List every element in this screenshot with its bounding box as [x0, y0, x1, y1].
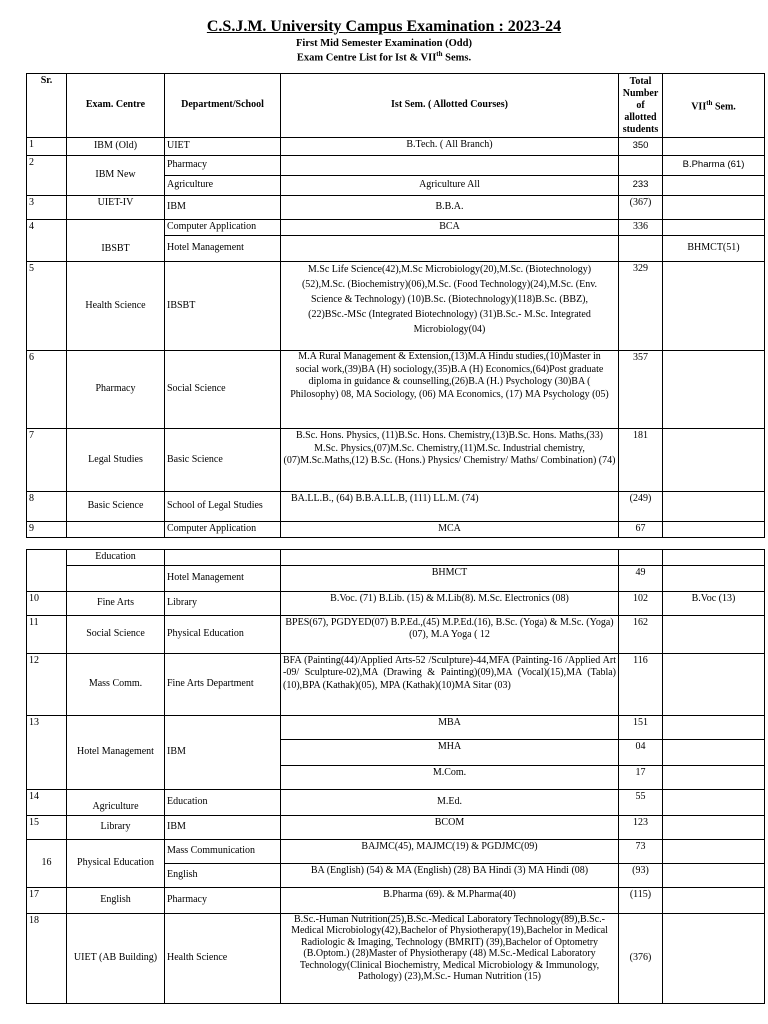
table-row [27, 815, 765, 839]
total-cell: 162 [619, 615, 663, 653]
sr-cell: 12 [27, 653, 67, 715]
dept-cell: Hotel Management [165, 236, 281, 262]
sem7-cell [663, 262, 765, 351]
total-cell: 04 [619, 739, 663, 765]
sem7-cell [663, 176, 765, 196]
courses-cell: BHMCT [281, 565, 619, 591]
total-cell: 350 [619, 138, 663, 156]
dept-cell: Hotel Management [165, 565, 281, 591]
centre-cell: UIET (AB Building) [67, 913, 165, 1003]
sem7-cell [663, 887, 765, 913]
table-row [27, 156, 765, 176]
table-row [27, 565, 765, 591]
total-cell: 102 [619, 591, 663, 615]
courses-cell: MHA [281, 739, 619, 765]
total-cell: 67 [619, 522, 663, 538]
total-cell: 49 [619, 565, 663, 591]
dept-cell: Fine Arts Department [165, 653, 281, 715]
courses-cell: M.Ed. [281, 789, 619, 815]
sem7-cell [663, 789, 765, 815]
sr-cell: 4 [27, 220, 67, 262]
table-row [27, 522, 765, 538]
dept-cell: Basic Science [165, 429, 281, 492]
dept-cell: Education [165, 789, 281, 815]
total-cell: (367) [619, 196, 663, 220]
dept-cell: IBM [165, 196, 281, 220]
header-exam-centre: Exam. Centre [67, 74, 165, 138]
header-seventh-sem: VIIth Sem. [663, 74, 765, 138]
courses-cell: B.Pharma (69). & M.Pharma(40) [281, 887, 619, 913]
sem7-cell [663, 815, 765, 839]
total-cell: 233 [619, 176, 663, 196]
centre-cell: Fine Arts [67, 591, 165, 615]
dept-cell: IBM [165, 815, 281, 839]
courses-cell [281, 236, 619, 262]
total-cell: 55 [619, 789, 663, 815]
sr-cell: 15 [27, 815, 67, 839]
total-cell: (93) [619, 863, 663, 887]
courses-cell: BFA (Painting(44)/Applied Arts-52 /Sculpture)-44,MFA (Painting-16 /Applied Art -09/ Sculpture-02),MA (Drawing & Painting)(09),MA (Vocal)(15),MA (Tabla)(10),BPA (Kathak)(05), MPA (Kathak)(10)MA Sitar (03) [281, 653, 619, 715]
courses-cell: BA (English) (54) & MA (English) (28) BA Hindi (3) MA Hindi (08) [281, 863, 619, 887]
sem7-cell [663, 715, 765, 739]
sr-cell: 18 [27, 913, 67, 1003]
total-cell: 329 [619, 262, 663, 351]
centre-cell: Library [67, 815, 165, 839]
sem7-cell [663, 196, 765, 220]
courses-cell: MCA [281, 522, 619, 538]
document-subtitle: First Mid Semester Examination (Odd) [296, 38, 472, 49]
courses-cell: M.A Rural Management & Extension,(13)M.A Hindu studies,(10)Master in social work,(39)BA (H) sociology,(35)B.A (H) Economics,(64)Post graduate diploma in guidance & counselling,(26)B.A (H.) Psychology (30)BA ( Philosophy) 08, MA Sociology, (06) MA Economics, (17) MA Psychology (05) [281, 351, 619, 429]
centre-cell: English [67, 887, 165, 913]
courses-cell: Agriculture All [281, 176, 619, 196]
courses-cell: M.Com. [281, 765, 619, 789]
total-cell: 357 [619, 351, 663, 429]
sr-cell: 10 [27, 591, 67, 615]
sr-cell: 3 [27, 196, 67, 220]
table-row [27, 492, 765, 522]
dept-cell: Health Science [165, 913, 281, 1003]
sr-cell [27, 550, 67, 592]
total-cell: 181 [619, 429, 663, 492]
total-cell: 151 [619, 715, 663, 739]
sem7-cell [663, 550, 765, 566]
dept-cell [165, 550, 281, 566]
exam-centre-table-continued [26, 549, 765, 1004]
dept-cell: Computer Application [165, 522, 281, 538]
sr-cell: 5 [27, 262, 67, 351]
sr-cell: 6 [27, 351, 67, 429]
sem7-cell [663, 565, 765, 591]
sem7-cell: B.Voc (13) [663, 591, 765, 615]
total-cell [619, 236, 663, 262]
sem7-cell [663, 765, 765, 789]
courses-cell: BCA [281, 220, 619, 236]
dept-cell: Pharmacy [165, 887, 281, 913]
dept-cell: Computer Application [165, 220, 281, 236]
table-row [27, 715, 765, 739]
sem7-cell [663, 492, 765, 522]
dept-cell: Agriculture [165, 176, 281, 196]
courses-cell: BAJMC(45), MAJMC(19) & PGDJMC(09) [281, 839, 619, 863]
header-department: Department/School [165, 74, 281, 138]
courses-cell [281, 550, 619, 566]
total-cell: (115) [619, 887, 663, 913]
dept-cell: School of Legal Studies [165, 492, 281, 522]
centre-cell: Social Science [67, 615, 165, 653]
table-row [27, 138, 765, 156]
sr-cell: 17 [27, 887, 67, 913]
centre-cell: Mass Comm. [67, 653, 165, 715]
header-first-sem: Ist Sem. ( Allotted Courses) [281, 74, 619, 138]
centre-cell: Legal Studies [67, 429, 165, 492]
table-row [27, 653, 765, 715]
courses-cell: B.Tech. ( All Branch) [281, 138, 619, 156]
sr-cell: 7 [27, 429, 67, 492]
sem7-cell [663, 739, 765, 765]
table-row [27, 591, 765, 615]
courses-cell: B.Sc. Hons. Physics, (11)B.Sc. Hons. Chemistry,(13)B.Sc. Hons. Maths,(33) M.Sc. Physics,(07)M.Sc. Chemistry,(11)M.Sc. Industrial chemistry,(07)M.Sc.Maths,(12) B.Sc. (Hons.) Physics/ Chemistry/ Maths/ Combination) (74) [281, 429, 619, 492]
sr-cell: 9 [27, 522, 67, 538]
total-cell: 17 [619, 765, 663, 789]
sem7-cell [663, 138, 765, 156]
table-row [27, 220, 765, 236]
sr-cell: 13 [27, 715, 67, 789]
sem7-cell: B.Pharma (61) [663, 156, 765, 176]
courses-cell [281, 156, 619, 176]
sr-cell: 14 [27, 789, 67, 815]
table-row [27, 789, 765, 815]
sem7-cell [663, 913, 765, 1003]
table-row [27, 429, 765, 492]
dept-cell: Library [165, 591, 281, 615]
sr-cell: 1 [27, 138, 67, 156]
centre-cell: UIET-IV [67, 196, 165, 220]
exam-centre-table [26, 73, 765, 538]
centre-cell: IBM New [67, 156, 165, 196]
courses-cell: BPES(67), PGDYED(07) B.P.Ed.,(45) M.P.Ed.(16), B.Sc. (Yoga) & M.Sc. (Yoga)(07), M.A Yoga ( 12 [281, 615, 619, 653]
courses-cell: B.Voc. (71) B.Lib. (15) & M.Lib(8). M.Sc. Electronics (08) [281, 591, 619, 615]
centre-cell: IBM (Old) [67, 138, 165, 156]
courses-cell: B.Sc.-Human Nutrition(25),B.Sc.-Medical Laboratory Technology(89),B.Sc.-Medical Microbiology(42),Bachelor of Physiotherapy(19),Bachelor in Medical Radiologic & Imaging, Technology (BMRIT) (39),Bachelor of Optometry (B.Optom.) (28)Master of Physiotherapy (48) M.Sc.-Medical Laboratory Technology(Clinical Biochemistry, Medical Microbiology & Immunology, Pathology) (23),M.Sc.- Human Nutrition (15) [281, 913, 619, 1003]
centre-cell: Hotel Management [67, 715, 165, 789]
document-title: C.S.J.M. University Campus Examination : 2023-24 [206, 18, 562, 35]
table-row [27, 615, 765, 653]
sem7-cell [663, 863, 765, 887]
courses-cell: BA.LL.B., (64) B.B.A.LL.B, (111) LL.M. (74) [281, 492, 619, 522]
total-cell: 123 [619, 815, 663, 839]
dept-cell: Social Science [165, 351, 281, 429]
document-subtitle-2: Exam Centre List for Ist & VIIth Sems. [296, 50, 472, 64]
dept-cell: IBSBT [165, 262, 281, 351]
dept-cell: Mass Communication [165, 839, 281, 863]
dept-cell: English [165, 863, 281, 887]
dept-cell: Pharmacy [165, 156, 281, 176]
sem7-cell: BHMCT(51) [663, 236, 765, 262]
centre-cell [67, 522, 165, 538]
dept-cell: UIET [165, 138, 281, 156]
total-cell: 116 [619, 653, 663, 715]
table-row [27, 262, 765, 351]
table-row [27, 550, 765, 566]
sr-cell: 8 [27, 492, 67, 522]
sem7-cell [663, 653, 765, 715]
courses-cell: MBA [281, 715, 619, 739]
centre-cell: Physical Education [67, 839, 165, 887]
total-cell: (376) [619, 913, 663, 1003]
header-total: Total Number of allotted students [619, 74, 663, 138]
courses-cell: B.B.A. [281, 196, 619, 220]
sem7-cell [663, 522, 765, 538]
sr-cell: 2 [27, 156, 67, 196]
centre-cell: Agriculture [67, 789, 165, 815]
sem7-cell [663, 351, 765, 429]
centre-cell [67, 565, 165, 591]
total-cell: (249) [619, 492, 663, 522]
sem7-cell [663, 615, 765, 653]
sem7-cell [663, 220, 765, 236]
courses-cell: BCOM [281, 815, 619, 839]
dept-cell: IBM [165, 715, 281, 789]
table-row [27, 913, 765, 1003]
sem7-cell [663, 429, 765, 492]
table-row [27, 839, 765, 863]
centre-cell: Pharmacy [67, 351, 165, 429]
centre-cell: Health Science [67, 262, 165, 351]
total-cell: 336 [619, 220, 663, 236]
dept-cell: Physical Education [165, 615, 281, 653]
courses-cell: M.Sc Life Science(42),M.Sc Microbiology(20),M.Sc. (Biotechnology)(52),M.Sc. (Biochemistry)(06),M.Sc. (Food Technology)(24),M.Sc. (Env. Science & Technology) (10)B.Sc. (Biotechnology)(118)B.Sc. (BBZ),(22)BSc.-MSc (Integrated Biotechnology) (31)B.Sc.- M.Sc. Integrated Microbiology(04) [281, 262, 619, 351]
total-cell [619, 156, 663, 176]
centre-cell: Education [67, 550, 165, 566]
sr-cell: 16 [27, 839, 67, 887]
header-sr: Sr. [27, 74, 67, 138]
table-header-row [27, 74, 765, 138]
table-row [27, 196, 765, 220]
sr-cell: 11 [27, 615, 67, 653]
table-row [27, 351, 765, 429]
total-cell [619, 550, 663, 566]
centre-cell: IBSBT [67, 220, 165, 262]
total-cell: 73 [619, 839, 663, 863]
sem7-cell [663, 839, 765, 863]
centre-cell: Basic Science [67, 492, 165, 522]
table-row [27, 887, 765, 913]
